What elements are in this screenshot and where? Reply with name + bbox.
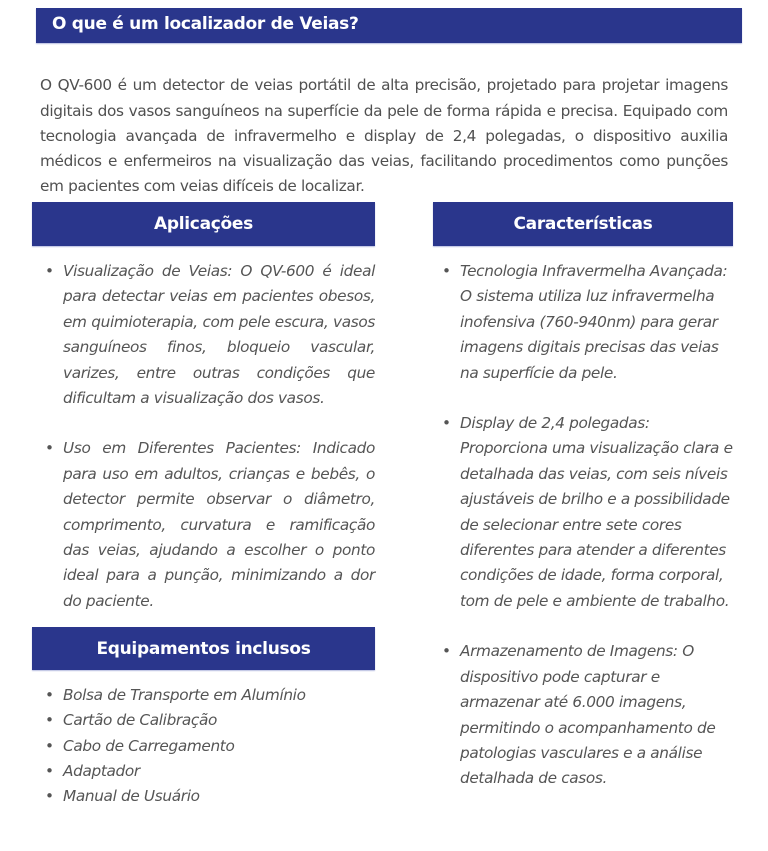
list-item: • Adaptador [63, 759, 375, 784]
caracteristicas-title: Características [513, 214, 653, 234]
aplicacoes-list [63, 259, 375, 639]
section-header-aplicacoes [32, 202, 375, 246]
list-item: • Display de 2,4 polegadas: Proporciona uma visualização clara e detalhada das veias, com seis níveis ajustáveis de brilho e a possibilidade de selecionar entre sete cores diferentes para atender a diferentes condições de idade, forma corporal, tom de pele e ambiente de trabalho. [460, 411, 740, 614]
equipamentos-title: Equipamentos inclusos [96, 638, 311, 659]
list-item: • Uso em Diferentes Pacientes: Indicado para uso em adultos, crianças e bebês, o detector permite observar o diâmetro, comprimento, curvatura e ramificação das veias, ajudando a escolher o ponto ideal para a punção, minimizando a dor do paciente. [63, 436, 375, 614]
list-item: • Tecnologia Infravermelha Avançada: O sistema utiliza luz infravermelha inofensiva (760-940nm) para gerar imagens digitais precisas das veias na superfície da pele. [460, 259, 740, 386]
section-header-equipamentos [32, 627, 375, 670]
page-title: O que é um localizador de Veias? [52, 14, 359, 34]
section-header-caracteristicas [433, 202, 733, 246]
list-item: • Manual de Usuário [63, 784, 375, 809]
list-item: • Cartão de Calibração [63, 708, 375, 733]
section-header-what-is [36, 8, 742, 43]
list-item: • Visualização de Veias: O QV-600 é ideal para detectar veias em pacientes obesos, em quimioterapia, com pele escura, vasos sanguíneos finos, bloqueio vascular, varizes, entre outras condições que dificultam a visualização dos vasos. [63, 259, 375, 411]
aplicacoes-title: Aplicações [154, 214, 253, 234]
list-item: • Bolsa de Transporte em Alumínio [63, 683, 375, 708]
intro-paragraph: O QV-600 é um detector de veias portátil de alta precisão, projetado para projetar imagens digitais dos vasos sanguíneos na superfície da pele de forma rápida e precisa. Equipado com tecnologia avançada de infravermelho e display de 2,4 polegadas, o dispositivo auxilia médicos e enfermeiros na visualização das veias, facilitando procedimentos como punções em pacientes com veias difíceis de localizar. [40, 76, 728, 196]
list-item: • Cabo de Carregamento [63, 734, 375, 759]
list-item: • Armazenamento de Imagens: O dispositivo pode capturar e armazenar até 6.000 imagens, permitindo o acompanhamento de patologias vasculares e a análise detalhada de casos. [460, 639, 740, 791]
caracteristicas-list [460, 259, 740, 817]
equipamentos-list [63, 683, 375, 809]
